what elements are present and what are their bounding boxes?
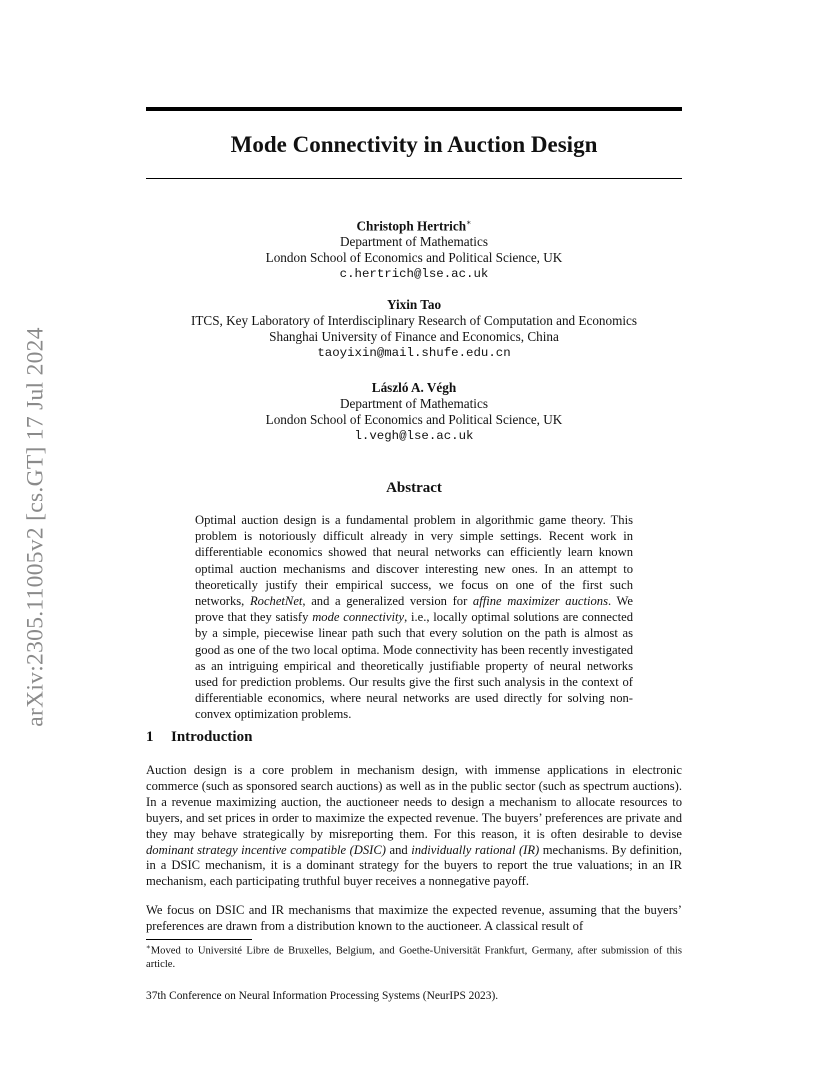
- section-number: 1: [146, 729, 154, 745]
- footnote-marker: ∗: [466, 218, 472, 227]
- section-title: Introduction: [171, 729, 253, 745]
- emphasis: dominant strategy incentive compatible (DSIC): [146, 842, 386, 857]
- author-affiliation: London School of Economics and Political Science, UK: [265, 250, 563, 266]
- footnote-rule: [146, 939, 252, 940]
- title-bottom-rule: [146, 178, 682, 179]
- emphasis: individually rational (IR): [411, 842, 540, 857]
- footnote: ∗Moved to Université Libre de Bruxelles, Belgium, and Goethe-Universität Frankfurt, Germany, after submission of this article.: [146, 943, 682, 970]
- emphasis: affine maximizer auctions: [472, 594, 608, 609]
- emphasis: RochetNet: [249, 594, 303, 609]
- author-email: l.vegh@lse.ac.uk: [354, 429, 474, 443]
- conference-footer: 37th Conference on Neural Information Processing Systems (NeurIPS 2023).: [146, 990, 499, 1002]
- author-name: Christoph Hertrich: [356, 218, 467, 234]
- author-email: c.hertrich@lse.ac.uk: [339, 267, 489, 282]
- emphasis: mode connectivity: [312, 610, 405, 625]
- author-department: Department of Mathematics: [340, 234, 488, 250]
- author-department: ITCS, Key Laboratory of Interdisciplinary Research of Computation and Economics: [190, 313, 638, 328]
- abstract-heading: Abstract: [386, 480, 442, 496]
- author-name: Yixin Tao: [386, 297, 442, 312]
- title-top-rule: [146, 107, 682, 111]
- author-block: [146, 215, 682, 282]
- arxiv-identifier-stamp: [21, 296, 51, 758]
- author-affiliation: Shanghai University of Finance and Economics, China: [269, 329, 559, 344]
- body-paragraph: We focus on DSIC and IR mechanisms that maximize the expected revenue, assuming that the buyers’ preferences are drawn from a distribution known to the auctioneer. A classical result of: [146, 903, 682, 933]
- author-email: taoyixin@mail.shufe.edu.cn: [317, 346, 511, 360]
- arxiv-identifier-text: arXiv:2305.11005v2 [cs.GT] 17 Jul 2024: [22, 327, 49, 727]
- abstract-text: Optimal auction design is a fundamental problem in algorithmic game theory. This problem is notoriously difficult already in very simple settings. Recent work in differentiable economics showed that neural networks can efficiently learn known optimal auction mechanisms and discover interesting new ones. In an attempt to theoretically justify their empirical success, we focus on one of the first such networks, RochetNet, and a generalized version for affine maximizer auctions. We prove that they satisfy mode connectivity, i.e., locally optimal solutions are connected by a simple, piecewise linear path such that every solution on the path is almost as good as one of the two local optima. Mode connectivity has been recently investigated as an intriguing empirical and theoretically justifiable property of neural networks used for prediction problems. Our results give the first such analysis in the context of differentiable economics, where neural networks are used directly for solving non-convex optimization problems.: [195, 513, 634, 722]
- author-block: [146, 380, 682, 444]
- footnote-marker: ∗: [146, 943, 151, 951]
- author-affiliation: London School of Economics and Political Science, UK: [265, 412, 563, 427]
- body-paragraph: Auction design is a core problem in mechanism design, with immense applications in electronic commerce (such as sponsored search auctions) as well as in the public sector (such as spectrum auctions). In a revenue maximizing auction, the auctioneer needs to design a mechanism to allocate resources to buyers, and set prices in order to maximize the expected revenue. The buyers’ preferences are private and they may behave strategically by misreporting them. For this reason, it is often desirable to devise dominant strategy incentive compatible (DSIC) and individually rational (IR) mechanisms. By definition, in a DSIC mechanism, it is a dominant strategy for the buyers to report the true valuations; in an IR mechanism, each participating truthful buyer receives a nonnegative payoff.: [146, 763, 682, 889]
- author-department: Department of Mathematics: [340, 396, 488, 411]
- section-heading: [146, 729, 682, 746]
- paper-title: Mode Connectivity in Auction Design: [230, 132, 598, 157]
- author-name: László A. Végh: [371, 380, 457, 395]
- author-block: [146, 297, 682, 361]
